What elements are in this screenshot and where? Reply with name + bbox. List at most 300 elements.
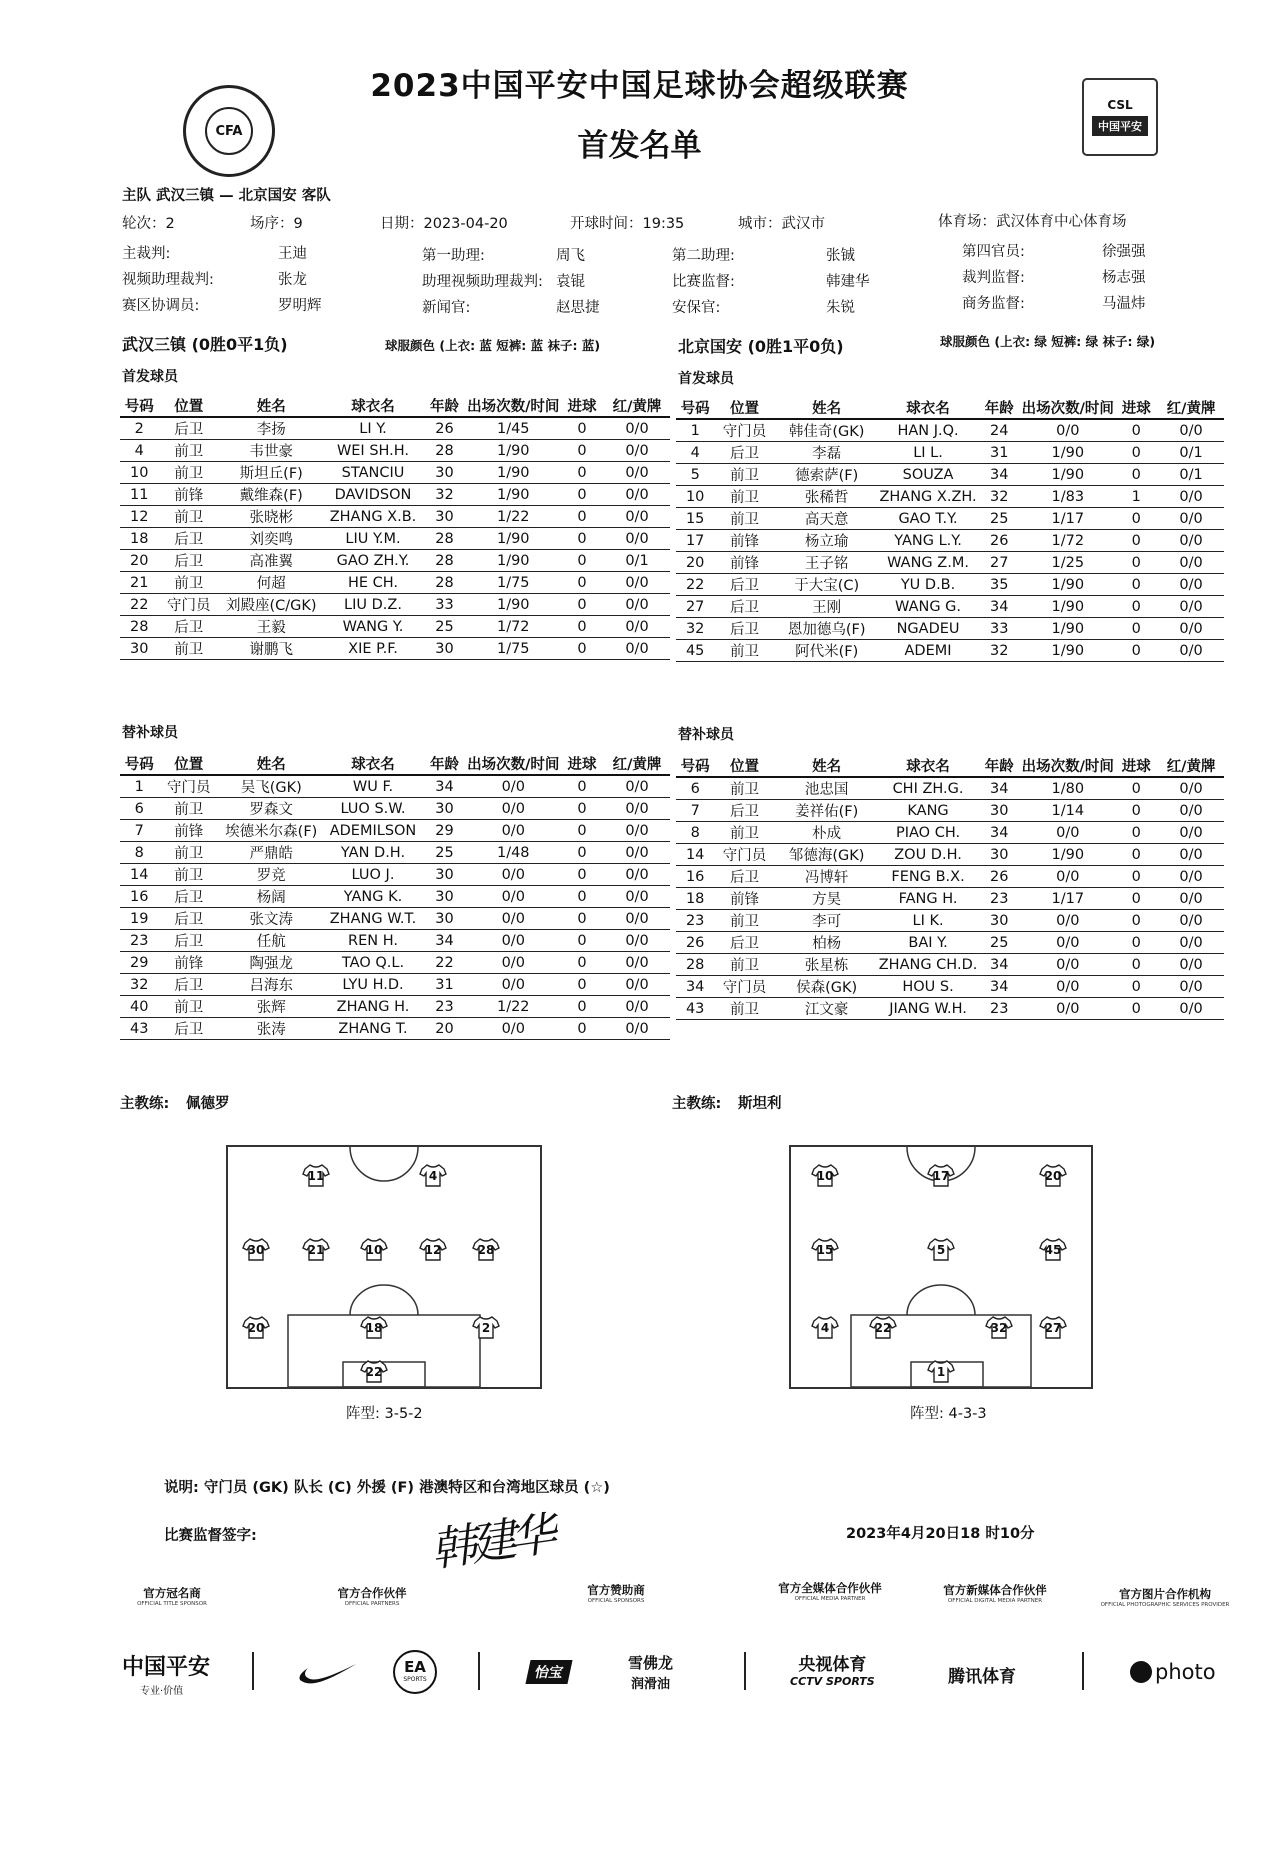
table-cell: 0/0 <box>1158 777 1224 800</box>
column-header: 号码 <box>120 394 159 417</box>
table-cell: 池忠国 <box>775 777 879 800</box>
player-jersey-icon: 11 <box>302 1163 330 1187</box>
table-cell: 冯博轩 <box>775 866 879 888</box>
table-cell: 34 <box>977 954 1021 976</box>
home-subs-table <box>120 752 670 1040</box>
table-cell: 刘殿座(C/GK) <box>219 594 324 616</box>
table-cell: 16 <box>120 886 159 908</box>
sponsor-category: 官方冠名商 OFFICIAL TITLE SPONSOR <box>137 1586 207 1607</box>
official-name: 韩建华 <box>826 274 870 290</box>
table-cell: 28 <box>120 616 159 638</box>
table-cell: 邹德海(GK) <box>775 844 879 866</box>
official-label: 商务监督: <box>962 296 1025 312</box>
table-cell: ZHANG X.B. <box>324 506 423 528</box>
column-header: 进球 <box>560 752 604 775</box>
table-cell: 何超 <box>219 572 324 594</box>
table-row <box>676 800 1224 822</box>
official-label: 安保官: <box>672 300 721 316</box>
table-cell: 1/22 <box>467 996 561 1018</box>
table-cell: 16 <box>676 866 714 888</box>
table-cell: 30 <box>977 910 1021 932</box>
caltex-logo: 雪佛龙 润滑油 <box>628 1654 674 1692</box>
table-cell: 0 <box>1114 998 1158 1020</box>
table-cell: 0 <box>560 550 604 572</box>
table-cell: 前卫 <box>159 638 220 660</box>
signature-label: 比赛监督签字: <box>164 1528 257 1544</box>
table-cell: 王子铭 <box>775 552 879 574</box>
table-cell: 1/90 <box>467 462 561 484</box>
table-row <box>120 908 670 930</box>
table-cell: 43 <box>120 1018 159 1040</box>
table-cell: 30 <box>977 800 1021 822</box>
table-cell: 6 <box>676 777 714 800</box>
official-label: 比赛监督: <box>672 274 735 290</box>
table-cell: 35 <box>977 574 1021 596</box>
table-cell: 戴维森(F) <box>219 484 324 506</box>
table-row <box>120 572 670 594</box>
table-cell: 吕海东 <box>219 974 324 996</box>
table-cell: 前卫 <box>714 508 774 530</box>
table-cell: 德索萨(F) <box>775 464 879 486</box>
table-cell: GAO ZH.Y. <box>324 550 423 572</box>
table-cell: 12 <box>120 506 159 528</box>
table-cell: 0 <box>1114 800 1158 822</box>
table-cell: 30 <box>120 638 159 660</box>
table-cell: 0/0 <box>604 886 670 908</box>
table-cell: 守门员 <box>159 594 220 616</box>
table-cell: 0/0 <box>467 775 561 798</box>
table-cell: 后卫 <box>714 618 774 640</box>
table-cell: 1/72 <box>1021 530 1114 552</box>
table-cell: 30 <box>423 506 467 528</box>
official-label: 新闻官: <box>422 300 471 316</box>
player-jersey-icon: 12 <box>419 1237 447 1261</box>
divider <box>1082 1652 1084 1690</box>
table-row <box>120 462 670 484</box>
table-cell: 0/0 <box>1158 932 1224 954</box>
table-cell: 25 <box>977 932 1021 954</box>
player-jersey-icon: 22 <box>869 1315 897 1339</box>
table-cell: 前卫 <box>714 486 774 508</box>
table-cell: 0/0 <box>467 1018 561 1040</box>
official-name: 周飞 <box>556 248 585 264</box>
table-cell: 罗森文 <box>219 798 324 820</box>
table-cell: 0 <box>560 886 604 908</box>
table-cell: YAN D.H. <box>324 842 423 864</box>
table-cell: 0/0 <box>604 462 670 484</box>
table-cell: 0 <box>1114 618 1158 640</box>
table-cell: 1/90 <box>467 484 561 506</box>
home-record: 武汉三镇 (0胜0平1负) <box>122 335 288 354</box>
table-cell: 0/0 <box>1158 530 1224 552</box>
table-cell: 0/0 <box>604 864 670 886</box>
player-jersey-icon: 10 <box>811 1163 839 1187</box>
table-cell: 23 <box>120 930 159 952</box>
table-cell: 0 <box>560 506 604 528</box>
match-date: 日期：2023-04-20 <box>380 216 508 232</box>
table-cell: 18 <box>120 528 159 550</box>
away-starters-label: 首发球员 <box>678 371 734 387</box>
home-kit: 球服颜色 (上衣: 蓝 短裤: 蓝 袜子: 蓝) <box>385 338 601 353</box>
table-cell: 0 <box>560 930 604 952</box>
table-row <box>676 954 1224 976</box>
table-cell: 埃德米尔森(F) <box>219 820 324 842</box>
table-cell: 34 <box>423 775 467 798</box>
table-cell: WANG Z.M. <box>879 552 978 574</box>
table-cell: 刘奕鸣 <box>219 528 324 550</box>
table-cell: 28 <box>423 550 467 572</box>
table-cell: 15 <box>676 508 714 530</box>
table-cell: 26 <box>676 932 714 954</box>
table-cell: 17 <box>676 530 714 552</box>
table-row <box>120 440 670 462</box>
home-coach-label: 主教练: <box>120 1096 170 1112</box>
table-cell: ZHANG W.T. <box>324 908 423 930</box>
table-cell: 守门员 <box>714 976 774 998</box>
home-starters-table <box>120 394 670 660</box>
table-cell: 27 <box>676 596 714 618</box>
column-header: 球衣名 <box>879 754 978 777</box>
table-row <box>676 976 1224 998</box>
column-header: 姓名 <box>775 754 879 777</box>
table-cell: 0/0 <box>1021 910 1114 932</box>
away-formation-pitch <box>789 1145 1093 1389</box>
table-cell: 后卫 <box>159 550 220 572</box>
vcg-photo-logo: photo <box>1130 1660 1216 1684</box>
table-cell: 25 <box>977 508 1021 530</box>
table-cell: 43 <box>676 998 714 1020</box>
table-cell: 1/48 <box>467 842 561 864</box>
table-cell: 31 <box>977 442 1021 464</box>
away-coach-label: 主教练: <box>672 1096 722 1112</box>
table-cell: 1 <box>1114 486 1158 508</box>
table-cell: 后卫 <box>159 974 220 996</box>
table-cell: 34 <box>977 464 1021 486</box>
table-cell: 32 <box>977 640 1021 662</box>
column-header: 出场次数/时间 <box>467 752 561 775</box>
ea-sports-logo: EA SPORTS <box>393 1650 437 1694</box>
table-row <box>676 822 1224 844</box>
table-cell: 1/90 <box>1021 442 1114 464</box>
table-cell: 29 <box>120 952 159 974</box>
table-cell: 0/0 <box>1021 932 1114 954</box>
table-cell: 1/17 <box>1021 888 1114 910</box>
table-cell: 0/0 <box>467 886 561 908</box>
table-cell: 前卫 <box>159 572 220 594</box>
table-cell: 张文涛 <box>219 908 324 930</box>
table-cell: 29 <box>423 820 467 842</box>
table-row <box>676 442 1224 464</box>
table-cell: 24 <box>977 419 1021 442</box>
table-cell: 后卫 <box>159 1018 220 1040</box>
table-cell: 0 <box>560 462 604 484</box>
table-cell: 0 <box>1114 844 1158 866</box>
table-cell: 后卫 <box>159 616 220 638</box>
table-row <box>120 484 670 506</box>
table-cell: 0 <box>560 484 604 506</box>
table-cell: 前卫 <box>159 462 220 484</box>
table-cell: 0/0 <box>604 952 670 974</box>
table-cell: 30 <box>423 462 467 484</box>
table-cell: XIE P.F. <box>324 638 423 660</box>
table-cell: KANG <box>879 800 978 822</box>
table-cell: 0 <box>1114 777 1158 800</box>
sponsor-category: 官方赞助商 OFFICIAL SPONSORS <box>587 1583 645 1604</box>
table-row <box>120 842 670 864</box>
table-cell: YANG K. <box>324 886 423 908</box>
table-cell: 33 <box>423 594 467 616</box>
official-name: 朱锐 <box>826 300 855 316</box>
table-cell: 0 <box>560 820 604 842</box>
table-cell: 前卫 <box>714 464 774 486</box>
table-cell: 高天意 <box>775 508 879 530</box>
csl-logo-band: 中国平安 <box>1092 116 1148 136</box>
photo-icon <box>1130 1661 1152 1683</box>
table-cell: 柏杨 <box>775 932 879 954</box>
table-cell: 张涛 <box>219 1018 324 1040</box>
table-cell: 前锋 <box>714 888 774 910</box>
table-cell: 0/0 <box>467 952 561 974</box>
table-cell: 0/0 <box>1158 866 1224 888</box>
column-header: 号码 <box>676 754 714 777</box>
home-formation: 阵型: 3-5-2 <box>346 1406 423 1422</box>
table-cell: FANG H. <box>879 888 978 910</box>
away-record: 北京国安 (0胜1平0负) <box>678 337 844 356</box>
table-cell: 0 <box>560 974 604 996</box>
table-cell: 19 <box>120 908 159 930</box>
official-label: 第一助理: <box>422 248 485 264</box>
column-header: 进球 <box>1114 754 1158 777</box>
table-cell: 2 <box>120 417 159 440</box>
official-name: 徐强强 <box>1102 244 1146 260</box>
table-cell: 0/0 <box>1158 910 1224 932</box>
table-cell: 7 <box>676 800 714 822</box>
table-cell: 1/45 <box>467 417 561 440</box>
column-header: 年龄 <box>977 396 1021 419</box>
table-cell: 0/0 <box>467 974 561 996</box>
supervisor-signature: 韩建华 <box>427 1506 554 1578</box>
table-cell: WU F. <box>324 775 423 798</box>
table-row <box>676 464 1224 486</box>
table-cell: 0 <box>1114 464 1158 486</box>
table-cell: 0 <box>1114 508 1158 530</box>
table-cell: 14 <box>120 864 159 886</box>
table-cell: 30 <box>423 908 467 930</box>
city: 城市：武汉市 <box>738 216 825 232</box>
table-cell: ZHANG H. <box>324 996 423 1018</box>
official-name: 赵思捷 <box>556 300 600 316</box>
column-header: 出场次数/时间 <box>1021 754 1114 777</box>
divider <box>744 1652 746 1690</box>
column-header: 年龄 <box>423 752 467 775</box>
table-cell: 0/0 <box>604 528 670 550</box>
table-cell: ZOU D.H. <box>879 844 978 866</box>
table-cell: HAN J.Q. <box>879 419 978 442</box>
column-header: 进球 <box>560 394 604 417</box>
table-cell: 前锋 <box>159 952 220 974</box>
table-cell: 1/90 <box>467 594 561 616</box>
column-header: 位置 <box>159 752 220 775</box>
official-label: 视频助理裁判: <box>122 272 214 288</box>
column-header: 红/黄牌 <box>1158 754 1224 777</box>
column-header: 出场次数/时间 <box>1021 396 1114 419</box>
table-cell: 守门员 <box>714 844 774 866</box>
table-cell: 恩加德乌(F) <box>775 618 879 640</box>
table-cell: LYU H.D. <box>324 974 423 996</box>
table-cell: 0 <box>1114 574 1158 596</box>
table-row <box>676 640 1224 662</box>
player-jersey-icon: 15 <box>811 1237 839 1261</box>
csl-logo-text: CSL <box>1107 98 1133 112</box>
table-cell: HE CH. <box>324 572 423 594</box>
player-jersey-icon: 22 <box>360 1359 388 1383</box>
away-formation: 阵型: 4-3-3 <box>910 1406 987 1422</box>
table-cell: LI L. <box>879 442 978 464</box>
table-cell: ZHANG T. <box>324 1018 423 1040</box>
table-cell: 前卫 <box>714 777 774 800</box>
player-jersey-icon: 18 <box>360 1315 388 1339</box>
table-cell: 14 <box>676 844 714 866</box>
table-cell: 0/0 <box>604 974 670 996</box>
player-jersey-icon: 1 <box>927 1359 955 1383</box>
table-row <box>676 530 1224 552</box>
table-cell: YU D.B. <box>879 574 978 596</box>
table-cell: 0 <box>560 1018 604 1040</box>
table-cell: REN H. <box>324 930 423 952</box>
table-cell: 22 <box>120 594 159 616</box>
table-cell: 0/0 <box>467 820 561 842</box>
table-cell: 阿代米(F) <box>775 640 879 662</box>
table-cell: 严鼎皓 <box>219 842 324 864</box>
table-cell: 1/90 <box>1021 574 1114 596</box>
table-row <box>120 930 670 952</box>
table-cell: 0/0 <box>604 930 670 952</box>
table-row <box>120 798 670 820</box>
csl-logo <box>1082 78 1158 156</box>
table-cell: 1 <box>676 419 714 442</box>
table-row <box>120 616 670 638</box>
column-header: 进球 <box>1114 396 1158 419</box>
table-cell: STANCIU <box>324 462 423 484</box>
table-cell: 23 <box>676 910 714 932</box>
home-starters-label: 首发球员 <box>122 369 178 385</box>
official-label: 裁判监督: <box>962 270 1025 286</box>
official-name: 袁锟 <box>556 274 585 290</box>
player-jersey-icon: 10 <box>360 1237 388 1261</box>
table-cell: ADEMI <box>879 640 978 662</box>
table-cell: 王刚 <box>775 596 879 618</box>
table-cell: 李扬 <box>219 417 324 440</box>
table-cell: 0/0 <box>604 775 670 798</box>
table-cell: 0/0 <box>1158 822 1224 844</box>
table-cell: 1/72 <box>467 616 561 638</box>
table-cell: 后卫 <box>159 908 220 930</box>
table-cell: BAI Y. <box>879 932 978 954</box>
kickoff-time: 开球时间：19:35 <box>570 216 685 232</box>
table-cell: 吴飞(GK) <box>219 775 324 798</box>
table-cell: 谢鹏飞 <box>219 638 324 660</box>
table-cell: 0 <box>1114 552 1158 574</box>
table-cell: 20 <box>423 1018 467 1040</box>
table-cell: 0/0 <box>604 616 670 638</box>
table-cell: 30 <box>423 886 467 908</box>
table-cell: 罗竞 <box>219 864 324 886</box>
table-cell: 34 <box>423 930 467 952</box>
column-header: 姓名 <box>219 394 324 417</box>
table-cell: 方昊 <box>775 888 879 910</box>
table-cell: 0 <box>1114 640 1158 662</box>
table-cell: 前卫 <box>714 640 774 662</box>
tencent-sports-logo: 腾讯体育 <box>948 1667 1016 1687</box>
table-cell: 40 <box>120 996 159 1018</box>
table-cell: 前锋 <box>159 820 220 842</box>
table-cell: 0/0 <box>1021 822 1114 844</box>
cbest-logo: 怡宝 <box>525 1660 572 1684</box>
table-cell: 0 <box>1114 530 1158 552</box>
table-row <box>676 618 1224 640</box>
table-cell: 22 <box>676 574 714 596</box>
table-cell: 李磊 <box>775 442 879 464</box>
table-cell: 后卫 <box>714 574 774 596</box>
table-cell: 后卫 <box>159 417 220 440</box>
table-cell: 斯坦丘(F) <box>219 462 324 484</box>
table-row <box>120 528 670 550</box>
player-jersey-icon: 28 <box>472 1237 500 1261</box>
column-header: 号码 <box>120 752 159 775</box>
table-cell: 0/0 <box>604 594 670 616</box>
pitch-markings <box>228 1147 540 1387</box>
table-row <box>676 508 1224 530</box>
table-cell: 后卫 <box>714 800 774 822</box>
table-cell: 0/0 <box>1158 618 1224 640</box>
official-label: 助理视频助理裁判: <box>422 274 543 290</box>
table-cell: 0/0 <box>1158 640 1224 662</box>
table-row <box>120 864 670 886</box>
table-cell: 1/14 <box>1021 800 1114 822</box>
home-coach: 佩德罗 <box>186 1096 230 1112</box>
table-cell: 前锋 <box>714 552 774 574</box>
table-row <box>676 998 1224 1020</box>
table-cell: 25 <box>423 616 467 638</box>
table-cell: 0 <box>1114 954 1158 976</box>
table-cell: 0 <box>560 528 604 550</box>
table-cell: 1/90 <box>1021 844 1114 866</box>
table-header-row <box>120 394 670 417</box>
table-cell: 4 <box>120 440 159 462</box>
table-cell: 侯森(GK) <box>775 976 879 998</box>
table-cell: 30 <box>423 864 467 886</box>
table-row <box>676 574 1224 596</box>
table-cell: 28 <box>423 528 467 550</box>
table-cell: DAVIDSON <box>324 484 423 506</box>
table-cell: 守门员 <box>714 419 774 442</box>
table-row <box>120 996 670 1018</box>
table-cell: 0/0 <box>604 996 670 1018</box>
table-cell: 0 <box>1114 866 1158 888</box>
table-cell: 0/0 <box>1158 508 1224 530</box>
table-cell: 0/0 <box>604 417 670 440</box>
table-cell: 1/90 <box>467 550 561 572</box>
table-cell: 杨阔 <box>219 886 324 908</box>
table-cell: 于大宝(C) <box>775 574 879 596</box>
divider <box>478 1652 480 1690</box>
table-cell: 李可 <box>775 910 879 932</box>
official-name: 杨志强 <box>1102 270 1146 286</box>
table-cell: 8 <box>120 842 159 864</box>
table-row <box>676 552 1224 574</box>
table-cell: 0 <box>560 864 604 886</box>
table-cell: 0/0 <box>1158 998 1224 1020</box>
